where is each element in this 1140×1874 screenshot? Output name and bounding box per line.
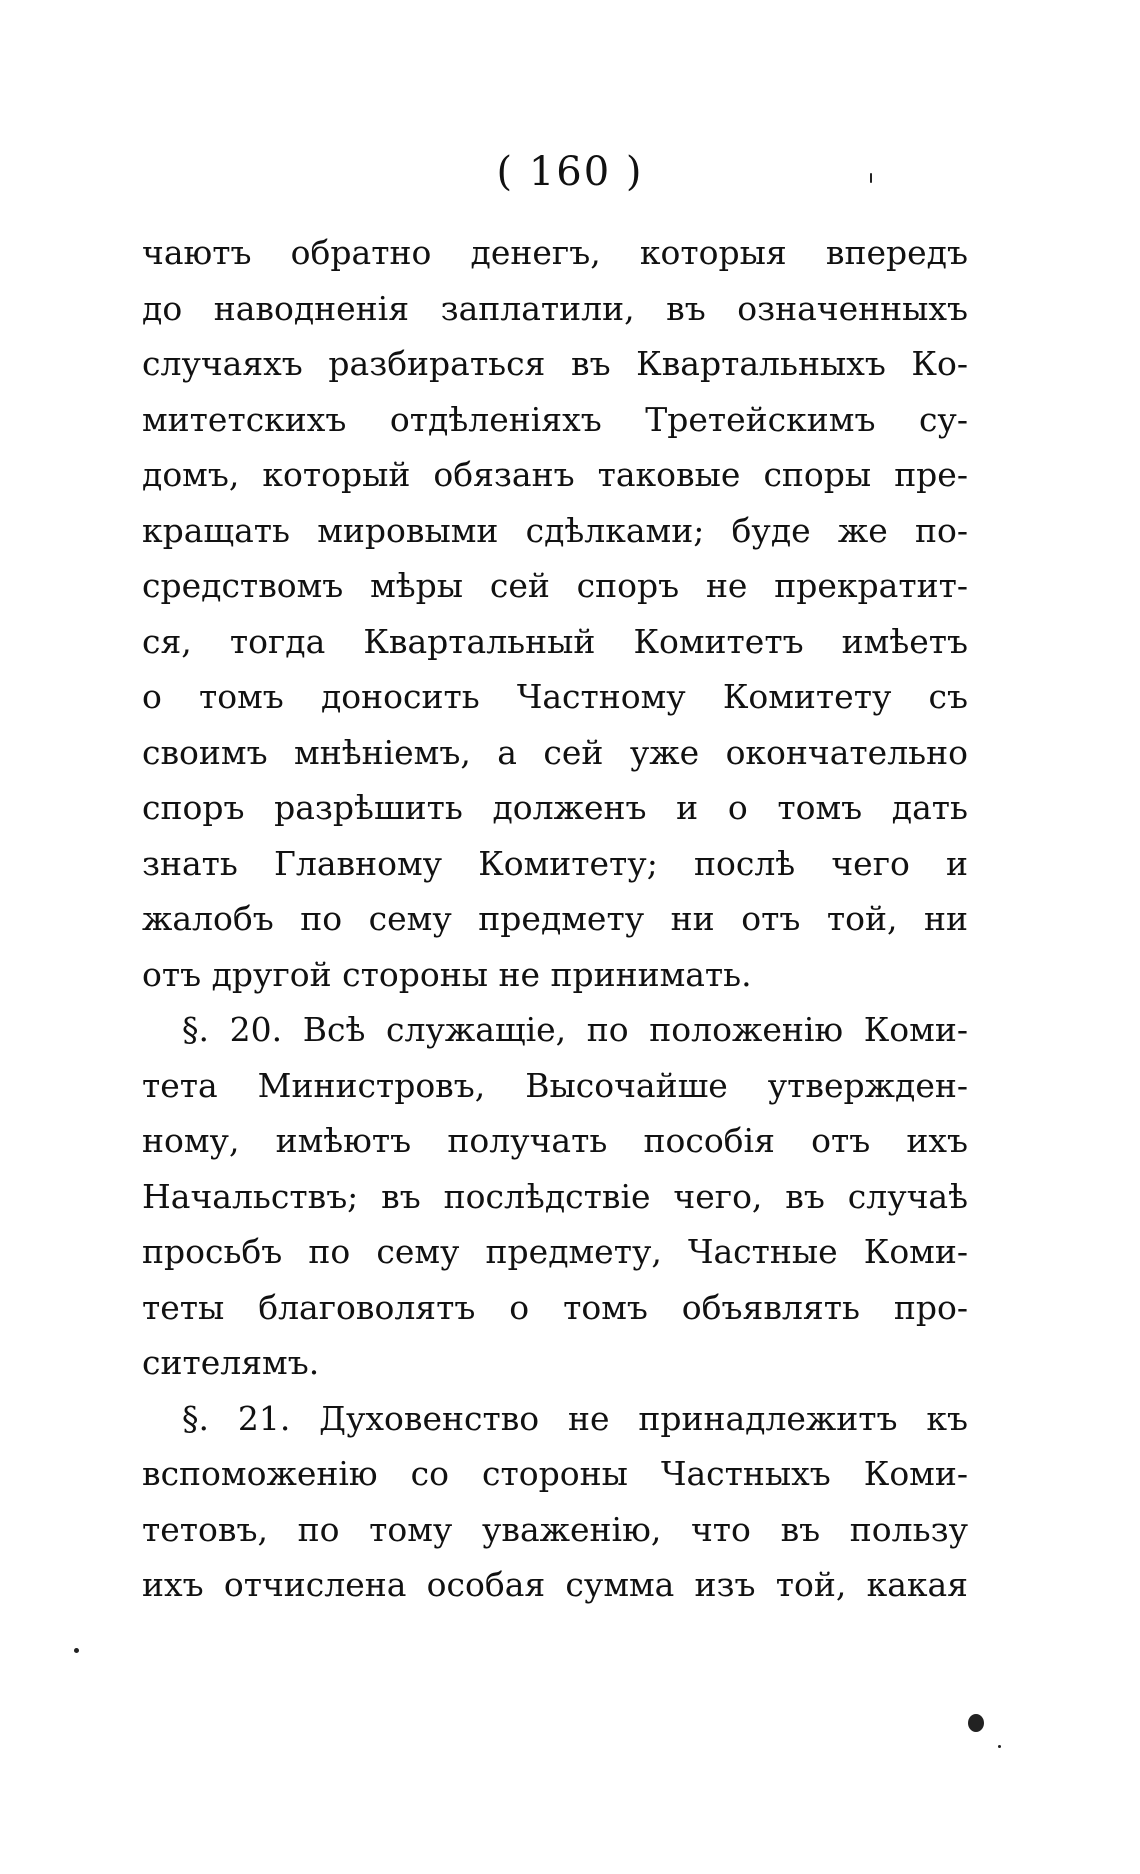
text-line: знать Главному Комитету; послѣ чего и — [142, 843, 968, 883]
text-line: чаютъ обратно денегъ, которыя впередъ — [142, 233, 968, 272]
ink-speck — [870, 173, 872, 183]
text-line: своимъ мнѣніемъ, а сей уже окончательно — [142, 732, 968, 772]
paragraph-21-start: §. 21. Духовенство не принадлежитъ къ — [182, 1398, 968, 1438]
text-line: до наводненія заплатили, въ означенныхъ — [142, 288, 968, 328]
text-line: домъ, который обязанъ таковые споры пре- — [142, 455, 968, 494]
text-line: ному, имѣютъ получать пособія отъ ихъ — [142, 1121, 968, 1160]
paragraph-20-start: §. 20. Всѣ служащіе, по положенію Коми- — [182, 1010, 968, 1049]
text-line: теты благоволятъ о томъ объявлять про- — [142, 1287, 968, 1327]
ink-speck — [74, 1648, 79, 1653]
text-line: средствомъ мѣры сей споръ не прекратит- — [142, 566, 968, 605]
page-number: ( 160 ) — [496, 149, 644, 195]
text-line: тета Министровъ, Высочайше утвержден- — [142, 1065, 968, 1105]
text-line: жалобъ по сему предмету ни отъ той, ни — [142, 899, 968, 938]
text-line: споръ разрѣшить долженъ и о томъ дать — [142, 788, 968, 827]
text-line: кращать мировыми сдѣлками; буде же по- — [142, 510, 968, 550]
text-line: просьбъ по сему предмету, Частные Коми- — [142, 1232, 968, 1271]
ink-speck — [968, 1714, 984, 1732]
paragraph-end-line: сителямъ. — [142, 1343, 320, 1382]
text-line: митетскихъ отдѣленіяхъ Третейскимъ су- — [142, 399, 968, 439]
text-line: Начальствъ; въ послѣдствіе чего, въ случаѣ — [142, 1176, 968, 1216]
text-line: тетовъ, по тому уваженію, что въ пользу — [142, 1509, 968, 1549]
text-line: вспоможенію со стороны Частныхъ Коми- — [142, 1454, 968, 1493]
paragraph-end-line: отъ другой стороны не принимать. — [142, 954, 752, 994]
text-line: ихъ отчислена особая сумма изъ той, какая — [142, 1565, 968, 1604]
text-line: случаяхъ разбираться въ Квартальныхъ Ко- — [142, 344, 968, 383]
body-text — [142, 225, 968, 1613]
text-line: ся, тогда Квартальный Комитетъ имѣетъ — [142, 621, 968, 661]
text-line: о томъ доносить Частному Комитету съ — [142, 677, 968, 716]
ink-speck — [998, 1745, 1001, 1748]
